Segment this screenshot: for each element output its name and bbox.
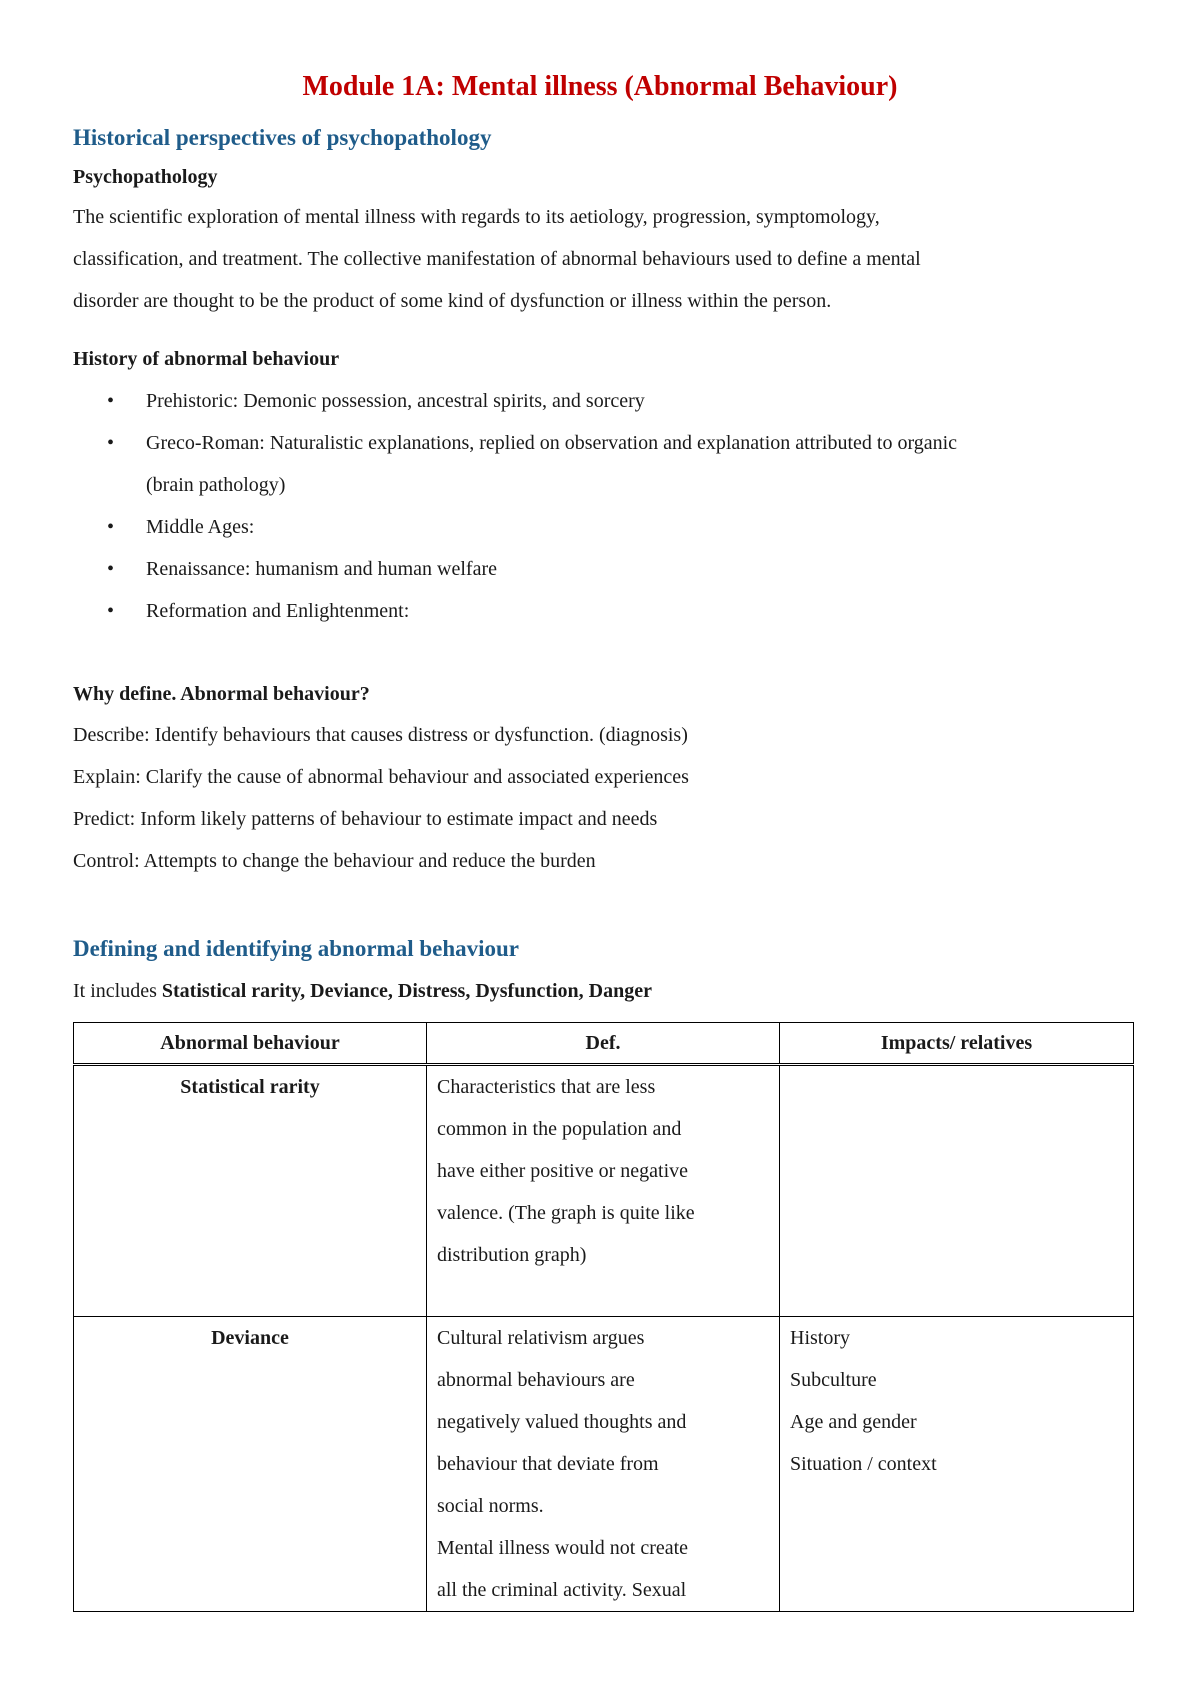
- definition-cell: Characteristics that are less common in the population and have either positive or negative valence. (The graph is quite like distribution graph): [427, 1065, 780, 1317]
- bullet-icon: •: [107, 600, 115, 622]
- list-item: • Middle Ages:: [73, 506, 1127, 548]
- psychopathology-paragraph: [73, 196, 1127, 322]
- paragraph-line: disorder are thought to be the product of some kind of dysfunction or illness within the person.: [73, 290, 832, 312]
- column-header: Impacts/ relatives: [780, 1023, 1134, 1065]
- row-name-cell: Deviance: [74, 1317, 427, 1612]
- paragraph-line: Describe: Identify behaviours that causes distress or dysfunction. (diagnosis): [73, 724, 688, 746]
- bullet-icon: •: [107, 390, 115, 412]
- list-item: • Reformation and Enlightenment:: [73, 590, 1127, 632]
- bullet-icon: •: [107, 558, 115, 580]
- table-row: [74, 1065, 1134, 1317]
- subheading-why-define: Why define. Abnormal behaviour?: [73, 683, 370, 705]
- subheading-history: History of abnormal behaviour: [73, 348, 340, 370]
- column-header: Abnormal behaviour: [74, 1023, 427, 1065]
- paragraph-line: The scientific exploration of mental illness with regards to its aetiology, progression, symptomology,: [73, 206, 880, 228]
- paragraph-line: Control: Attempts to change the behaviour and reduce the burden: [73, 850, 596, 872]
- section-heading-defining: Defining and identifying abnormal behaviour: [73, 936, 520, 961]
- paragraph-line: Predict: Inform likely patterns of behaviour to estimate impact and needs: [73, 808, 658, 830]
- bullet-icon: •: [107, 432, 115, 454]
- abnormal-behaviour-table: [73, 1022, 1134, 1612]
- intro-prefix: It includes: [73, 980, 162, 1002]
- table-header-row: [74, 1023, 1134, 1065]
- section-heading-historical: Historical perspectives of psychopathology: [73, 125, 492, 150]
- impacts-cell: [780, 1065, 1134, 1317]
- impacts-cell: History Subculture Age and gender Situation / context: [780, 1317, 1134, 1612]
- page-title: Module 1A: Mental illness (Abnormal Behaviour): [302, 71, 898, 102]
- subheading-psychopathology: Psychopathology: [73, 166, 218, 188]
- bullet-icon: •: [107, 516, 115, 538]
- row-name-cell: Statistical rarity: [74, 1065, 427, 1317]
- column-header: Def.: [427, 1023, 780, 1065]
- history-bullet-list: [73, 380, 1127, 632]
- table-row: [74, 1317, 1134, 1612]
- paragraph-line: classification, and treatment. The collective manifestation of abnormal behaviours used to define a mental: [73, 248, 921, 270]
- list-item: • Prehistoric: Demonic possession, ancestral spirits, and sorcery: [73, 380, 1127, 422]
- defining-intro: [73, 980, 1127, 1003]
- paragraph-line: Explain: Clarify the cause of abnormal behaviour and associated experiences: [73, 766, 689, 788]
- list-item: • Greco-Roman: Naturalistic explanations, replied on observation and explanation attributed to organic (brain pathology): [73, 422, 1127, 506]
- definition-cell: Cultural relativism argues abnormal behaviours are negatively valued thoughts and behaviour that deviate from social norms. Mental illness would not create all the criminal activity. Sexual: [427, 1317, 780, 1612]
- why-define-lines: [73, 714, 1127, 882]
- list-item: • Renaissance: humanism and human welfare: [73, 548, 1127, 590]
- intro-criteria: Statistical rarity, Deviance, Distress, Dysfunction, Danger: [161, 980, 653, 1002]
